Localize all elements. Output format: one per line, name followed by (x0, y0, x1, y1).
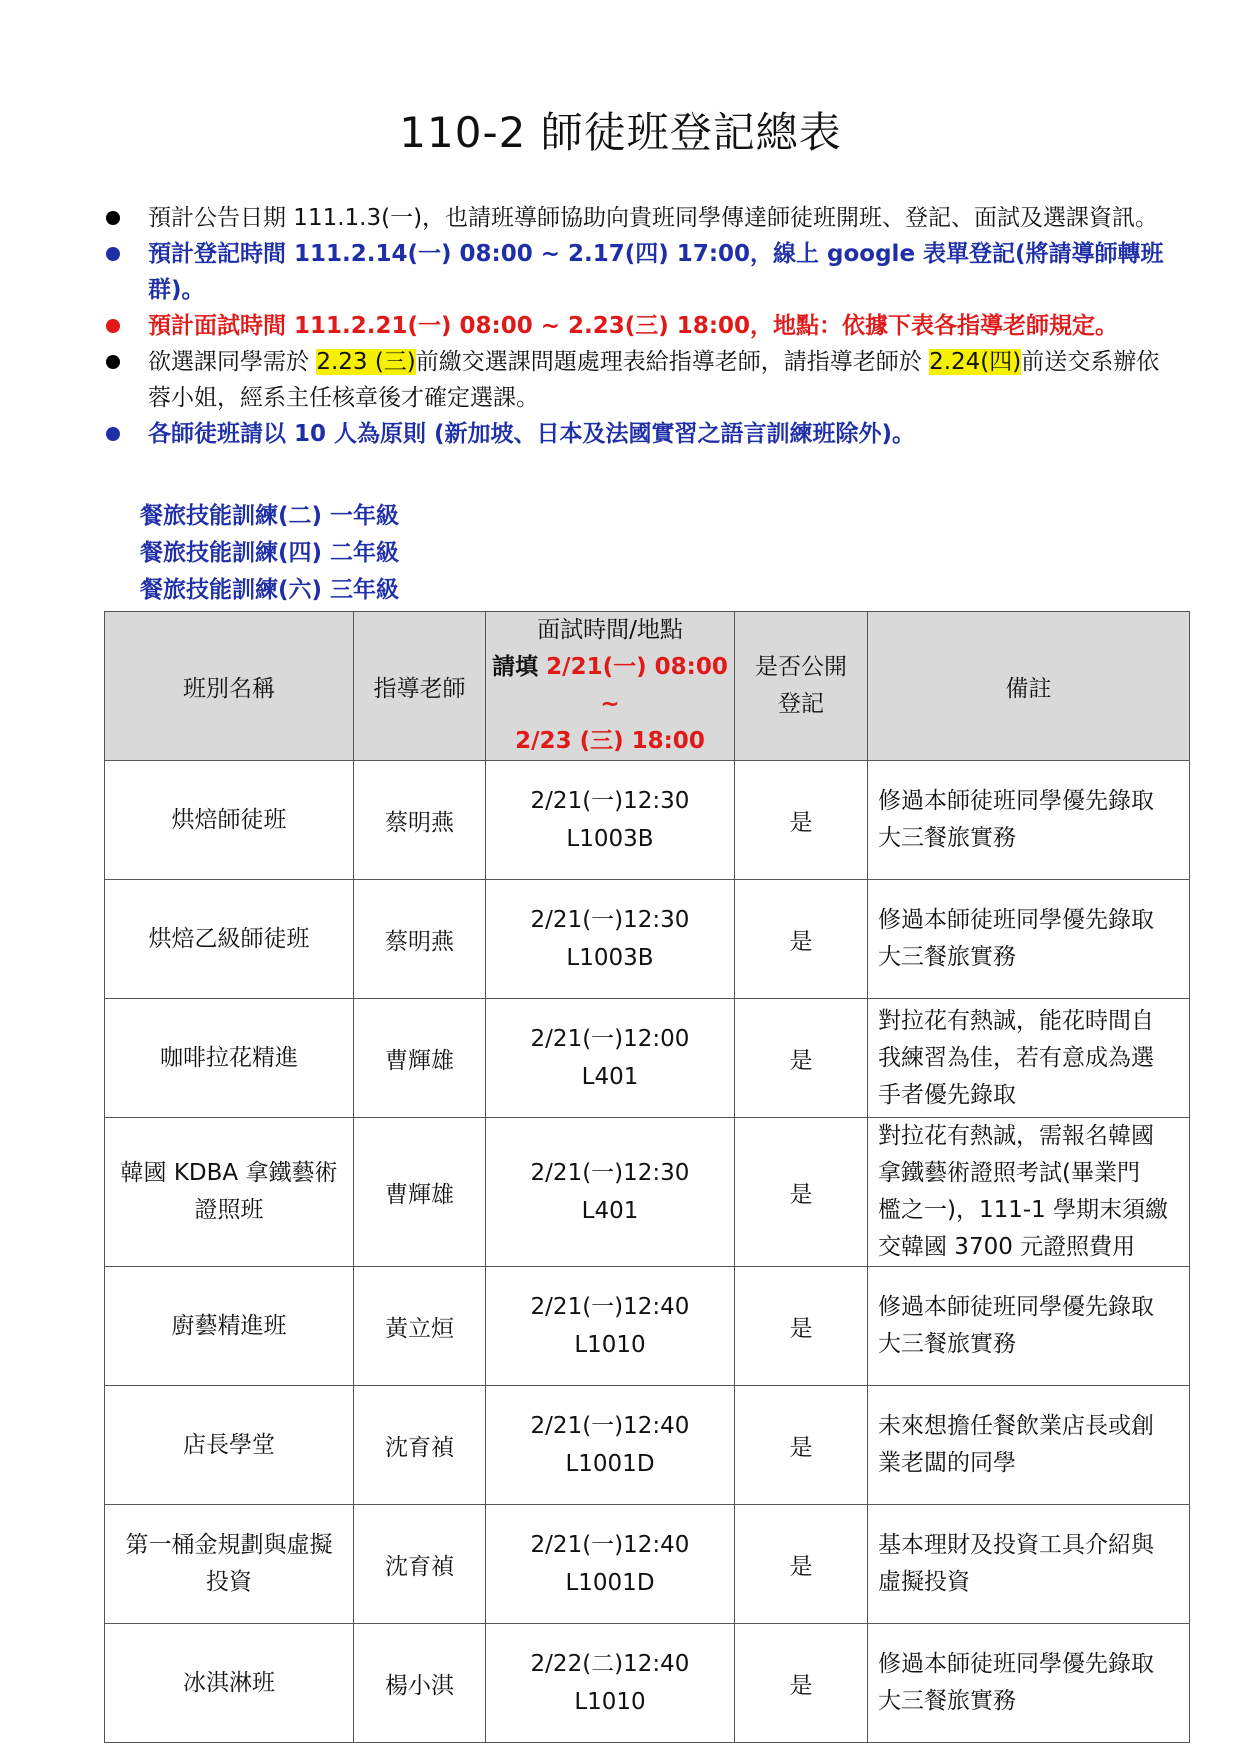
class-name-cell (105, 1505, 354, 1624)
notice-item (100, 308, 1180, 344)
notice-list (100, 200, 1180, 452)
interview-cell (486, 1624, 735, 1743)
interview-cell (486, 880, 735, 999)
interview-room: L1010 (574, 1689, 646, 1715)
table-row (105, 1386, 1190, 1505)
note-cell (868, 999, 1190, 1118)
interview-time: 2/21(一)12:40 (530, 1532, 690, 1558)
notice-item (100, 416, 1180, 452)
header-teacher: 指導老師 (354, 612, 486, 761)
bullet-icon (106, 319, 120, 333)
note-line: 我練習為佳，若有意成為選 (878, 1044, 1154, 1071)
class-name-cell (105, 1267, 354, 1386)
bullet-icon (106, 355, 120, 369)
page-title: 110-2 師徒班登記總表 (399, 108, 842, 157)
highlight-date: 2.24(四) (929, 349, 1022, 375)
class-name-line: 咖啡拉花精進 (160, 1044, 298, 1071)
table-row (105, 1624, 1190, 1743)
interview-room: L1001D (565, 1570, 655, 1596)
note-line: 虛擬投資 (878, 1569, 970, 1595)
table-row (105, 880, 1190, 999)
note-line: 大三餐旅實務 (878, 1331, 1016, 1357)
teacher-cell: 曹輝雄 (354, 1118, 486, 1267)
note-line: 對拉花有熱誠，能花時間自 (878, 1007, 1154, 1034)
class-name-line: 烘焙乙級師徒班 (148, 925, 310, 952)
interview-room: L1003B (566, 945, 654, 971)
class-name-line: 證照班 (194, 1197, 264, 1223)
note-line: 檻之一)，111-1 學期末須繳 (878, 1197, 1169, 1223)
note-line: 修過本師徒班同學優先錄取 (878, 788, 1154, 814)
interview-cell (486, 1267, 735, 1386)
interview-room: L1001D (565, 1451, 655, 1477)
table-header-row (105, 612, 1190, 761)
header-public-line: 是否公開 (755, 654, 847, 680)
teacher-cell: 沈育禎 (354, 1386, 486, 1505)
class-name-line: 第一桶金規劃與虛擬 (125, 1532, 333, 1558)
header-time-label: 面試時間/地點 (537, 617, 683, 643)
class-name-cell (105, 1624, 354, 1743)
teacher-cell: 黃立烜 (354, 1267, 486, 1386)
interview-cell (486, 761, 735, 880)
interview-room: L401 (581, 1064, 639, 1090)
header-public (735, 612, 868, 761)
class-name-cell (105, 999, 354, 1118)
note-cell (868, 1624, 1190, 1743)
registration-table (104, 611, 1190, 1743)
public-cell: 是 (735, 761, 868, 880)
public-cell: 是 (735, 880, 868, 999)
public-cell: 是 (735, 1624, 868, 1743)
table-row (105, 1505, 1190, 1624)
note-line: 未來想擔任餐飲業店長或創 (878, 1413, 1154, 1439)
interview-time: 2/21(一)12:30 (530, 907, 690, 933)
interview-cell (486, 999, 735, 1118)
header-time-range-end: 2/23 (三) 18:00 (515, 728, 705, 754)
interview-time: 2/21(一)12:30 (530, 1160, 690, 1186)
interview-cell (486, 1505, 735, 1624)
interview-cell (486, 1386, 735, 1505)
public-cell: 是 (735, 1386, 868, 1505)
bullet-icon (106, 247, 120, 261)
note-line: 修過本師徒班同學優先錄取 (878, 907, 1154, 933)
note-cell (868, 1505, 1190, 1624)
header-interview-time (486, 612, 735, 761)
table-row (105, 761, 1190, 880)
class-name-line: 投資 (206, 1569, 252, 1595)
highlight-date: 2.23 (三) (316, 349, 416, 375)
note-cell (868, 1386, 1190, 1505)
teacher-cell: 沈育禎 (354, 1505, 486, 1624)
header-fill-label: 請填 (492, 654, 547, 680)
table-row (105, 1118, 1190, 1267)
interview-room: L401 (581, 1198, 639, 1224)
course-item: 餐旅技能訓練(四) 二年級 (140, 540, 400, 566)
note-line: 基本理財及投資工具介紹與 (878, 1532, 1154, 1558)
interview-room: L1003B (566, 826, 654, 852)
class-name-line: 韓國 KDBA 拿鐵藝術 (120, 1160, 338, 1186)
interview-time: 2/21(一)12:40 (530, 1413, 690, 1439)
class-name-line: 廚藝精進班 (171, 1312, 287, 1339)
class-name-line: 冰淇淋班 (183, 1669, 275, 1696)
course-item: 餐旅技能訓練(二) 一年級 (140, 503, 400, 529)
teacher-cell: 蔡明燕 (354, 880, 486, 999)
note-line: 修過本師徒班同學優先錄取 (878, 1651, 1154, 1677)
class-name-line: 店長學堂 (183, 1431, 275, 1458)
notice-text: 各師徒班請以 10 人為原則 (新加坡、日本及法國實習之語言訓練班除外)。 (148, 421, 916, 447)
class-name-cell (105, 880, 354, 999)
notice-text: 預計面試時間 111.2.21(一) 08:00 ~ 2.23(三) 18:00，地點：依據下表各指導老師規定。 (148, 313, 1119, 339)
note-cell (868, 1267, 1190, 1386)
note-cell (868, 761, 1190, 880)
header-public-line: 登記 (778, 691, 824, 717)
header-note: 備註 (868, 612, 1190, 761)
bullet-icon (106, 211, 120, 225)
header-class-name: 班別名稱 (105, 612, 354, 761)
note-line: 拿鐵藝術證照考試(畢業門 (878, 1160, 1140, 1186)
notice-text-mid: 前繳交選課問題處理表給指導老師，請指導老師於 (415, 349, 930, 375)
notice-text-post: 前送交系辦依蓉小姐，經系主任核章後才確定選課。 (148, 349, 1160, 411)
note-line: 業老闆的同學 (878, 1450, 1016, 1476)
note-line: 修過本師徒班同學優先錄取 (878, 1294, 1154, 1320)
note-line: 手者優先錄取 (878, 1081, 1016, 1108)
notice-item (100, 200, 1180, 236)
table-row (105, 999, 1190, 1118)
notice-item (100, 236, 1180, 308)
notice-text: 預計登記時間 111.2.14(一) 08:00 ~ 2.17(四) 17:00，線上 google 表單登記(將請導師轉班群)。 (148, 241, 1164, 303)
public-cell: 是 (735, 1505, 868, 1624)
course-item: 餐旅技能訓練(六) 三年級 (140, 577, 400, 603)
class-name-cell (105, 761, 354, 880)
note-line: 大三餐旅實務 (878, 944, 1016, 970)
public-cell: 是 (735, 1267, 868, 1386)
class-name-cell (105, 1386, 354, 1505)
notice-text: 預計公告日期 111.1.3(一)，也請班導師協助向貴班同學傳達師徒班開班、登記、面試及選課資訊。 (148, 205, 1159, 231)
notice-text-pre: 欲選課同學需於 (148, 349, 317, 375)
interview-time: 2/21(一)12:30 (530, 788, 690, 814)
interview-room: L1010 (574, 1332, 646, 1358)
interview-time: 2/21(一)12:00 (530, 1026, 690, 1052)
header-time-range-start: 2/21(一) 08:00 ~ (546, 654, 728, 717)
class-name-line: 烘焙師徒班 (171, 806, 287, 833)
class-name-cell (105, 1118, 354, 1267)
note-line: 對拉花有熱誠，需報名韓國 (878, 1123, 1154, 1149)
course-list (140, 498, 399, 609)
note-line: 交韓國 3700 元證照費用 (878, 1234, 1136, 1260)
interview-time: 2/22(二)12:40 (530, 1651, 690, 1677)
teacher-cell: 曹輝雄 (354, 999, 486, 1118)
note-cell (868, 1118, 1190, 1267)
interview-time: 2/21(一)12:40 (530, 1294, 690, 1320)
interview-cell (486, 1118, 735, 1267)
table-row (105, 1267, 1190, 1386)
public-cell: 是 (735, 999, 868, 1118)
teacher-cell: 楊小淇 (354, 1624, 486, 1743)
notice-item (100, 344, 1180, 416)
public-cell: 是 (735, 1118, 868, 1267)
note-line: 大三餐旅實務 (878, 1688, 1016, 1714)
teacher-cell: 蔡明燕 (354, 761, 486, 880)
bullet-icon (106, 427, 120, 441)
note-line: 大三餐旅實務 (878, 825, 1016, 851)
note-cell (868, 880, 1190, 999)
